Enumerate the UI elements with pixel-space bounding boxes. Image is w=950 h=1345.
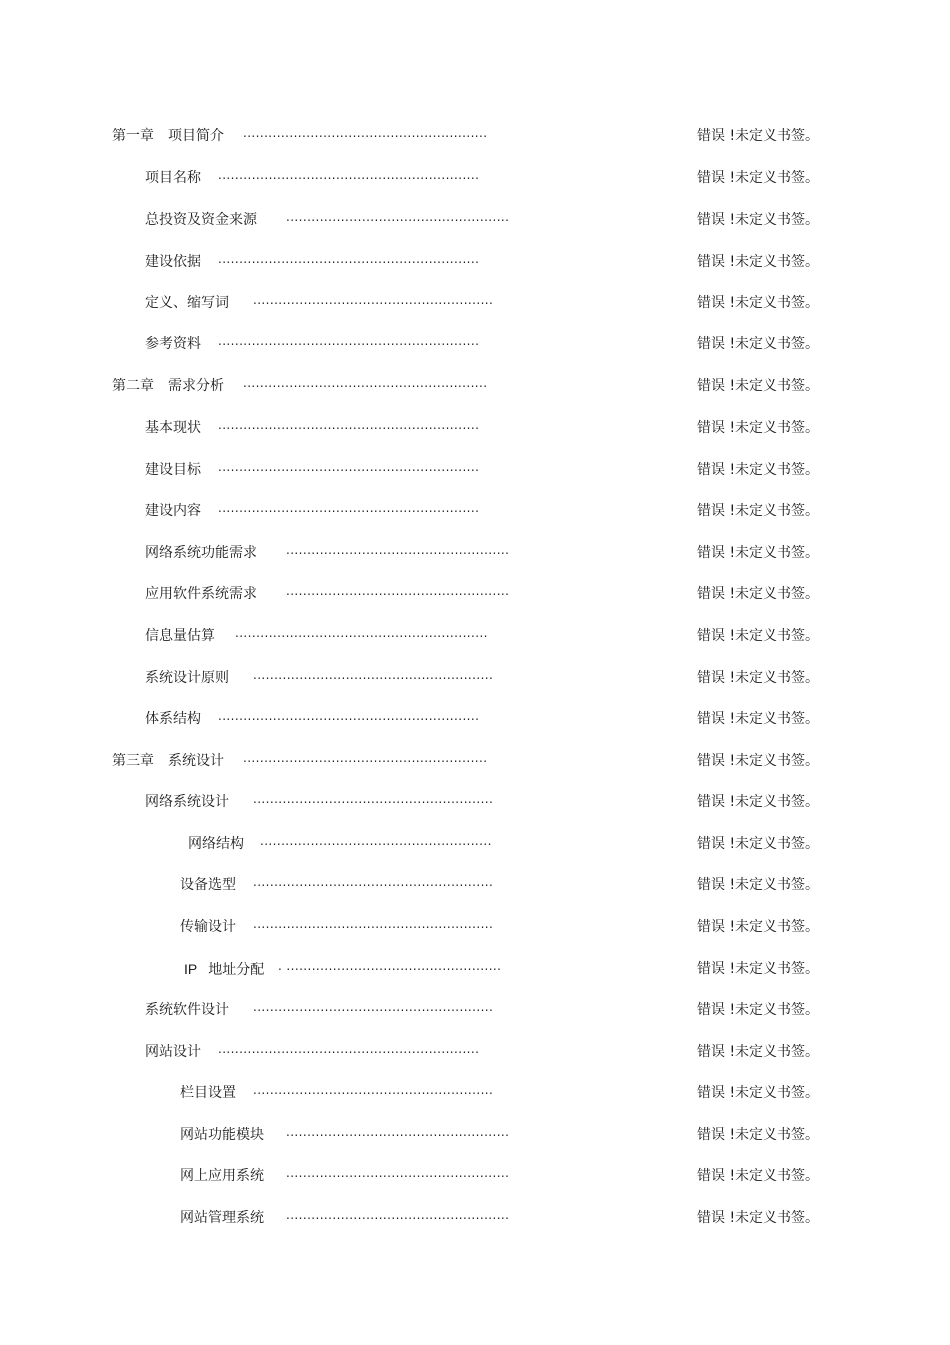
toc-entry-title: 第一章 项目简介 xyxy=(112,128,224,144)
toc-entry-title: 应用软件系统需求 xyxy=(145,586,257,602)
leader-dots: ......................................................... xyxy=(253,668,494,682)
leader-dots: .......................................................... xyxy=(243,126,488,140)
toc-entry-title: 网络系统设计 xyxy=(145,794,229,810)
toc-page-ref: 错误 !未定义书签。 xyxy=(697,378,820,394)
toc-entry-title: 系统设计原则 xyxy=(145,670,229,686)
toc-page-ref: 错误 !未定义书签。 xyxy=(697,836,820,852)
toc-entry-title: IP 地址分配 xyxy=(184,961,265,978)
toc-page-ref: 错误 !未定义书签。 xyxy=(697,628,820,644)
toc-entry-title: 项目名称 xyxy=(145,170,201,186)
leader-dots: ......................................................... xyxy=(253,1000,494,1014)
leader-dots: .............................................................. xyxy=(218,709,480,723)
toc-entry-title: 参考资料 xyxy=(145,336,201,352)
toc-entry-title: 网站管理系统 xyxy=(180,1210,264,1226)
leader-dots: .............................................................. xyxy=(218,1042,480,1056)
toc-entry-title: 建设目标 xyxy=(145,462,201,478)
leader-dots: .............................................................. xyxy=(218,418,480,432)
toc-page-ref: 错误 !未定义书签。 xyxy=(697,336,820,352)
leader-dots: .............................................................. xyxy=(218,460,480,474)
leader-dots: ......................................................... xyxy=(253,293,494,307)
toc-page-ref: 错误 !未定义书签。 xyxy=(697,1210,820,1226)
toc-page-ref: 错误 !未定义书签。 xyxy=(697,128,820,144)
toc-page-ref: 错误 !未定义书签。 xyxy=(697,753,820,769)
toc-entry-title: 设备选型 xyxy=(180,877,236,893)
toc-page-ref: 错误 !未定义书签。 xyxy=(697,711,820,727)
toc-entry-title: 定义、缩写词 xyxy=(145,295,229,311)
leader-dots: .............................................................. xyxy=(218,334,480,348)
leader-dots: .......................................................... xyxy=(243,751,488,765)
toc-page-ref: 错误 !未定义书签。 xyxy=(697,586,820,602)
toc-page-ref: 错误 !未定义书签。 xyxy=(697,1127,820,1143)
toc-page-ref: 错误 !未定义书签。 xyxy=(697,462,820,478)
toc-entry-title: 建设依据 xyxy=(145,254,201,270)
toc-entry-title: 第三章 系统设计 xyxy=(112,753,224,769)
toc-entry-title: 网络结构 xyxy=(188,836,244,852)
leader-dots: ......................................................... xyxy=(253,875,494,889)
toc-entry-title: 网络系统功能需求 xyxy=(145,545,257,561)
leader-dots: ..................................................... xyxy=(286,1208,510,1222)
toc-page-ref: 错误 !未定义书签。 xyxy=(697,1085,820,1101)
toc-entry-title: 建设内容 xyxy=(145,503,201,519)
leader-dots: ..................................................... xyxy=(286,584,510,598)
leader-dots: . ................................................... xyxy=(278,959,502,973)
leader-dots: ....................................................... xyxy=(260,834,492,848)
toc-entry-title: 信息量估算 xyxy=(145,628,215,644)
toc-entry-title: 第二章 需求分析 xyxy=(112,378,224,394)
toc-page-ref: 错误 !未定义书签。 xyxy=(697,961,820,977)
leader-dots: ............................................................ xyxy=(235,626,488,640)
toc-entry-title: 总投资及资金来源 xyxy=(145,212,257,228)
leader-dots: .......................................................... xyxy=(243,376,488,390)
leader-dots: .............................................................. xyxy=(218,168,480,182)
toc-entry-title: 基本现状 xyxy=(145,420,201,436)
toc-page-ref: 错误 !未定义书签。 xyxy=(697,1168,820,1184)
toc-page-ref: 错误 !未定义书签。 xyxy=(697,170,820,186)
leader-dots: ......................................................... xyxy=(253,792,494,806)
toc-page-ref: 错误 !未定义书签。 xyxy=(697,420,820,436)
leader-dots: ..................................................... xyxy=(286,543,510,557)
toc-page-ref: 错误 !未定义书签。 xyxy=(697,503,820,519)
leader-dots: ..................................................... xyxy=(286,210,510,224)
toc-page-ref: 错误 !未定义书签。 xyxy=(697,254,820,270)
leader-dots: ..................................................... xyxy=(286,1125,510,1139)
toc-page-ref: 错误 !未定义书签。 xyxy=(697,670,820,686)
leader-dots: .............................................................. xyxy=(218,501,480,515)
toc-page-ref: 错误 !未定义书签。 xyxy=(697,545,820,561)
leader-dots: ..................................................... xyxy=(286,1166,510,1180)
toc-entry-title: 网上应用系统 xyxy=(180,1168,264,1184)
toc-page-ref: 错误 !未定义书签。 xyxy=(697,1002,820,1018)
toc-entry-title: 系统软件设计 xyxy=(145,1002,229,1018)
toc-page-ref: 错误 !未定义书签。 xyxy=(697,212,820,228)
toc-page-ref: 错误 !未定义书签。 xyxy=(697,877,820,893)
toc-entry-title: 体系结构 xyxy=(145,711,201,727)
toc-entry-title: 传输设计 xyxy=(180,919,236,935)
toc-page-ref: 错误 !未定义书签。 xyxy=(697,919,820,935)
toc-entry-title: 栏目设置 xyxy=(180,1085,236,1101)
leader-dots: .............................................................. xyxy=(218,252,480,266)
toc-entry-title: 网站设计 xyxy=(145,1044,201,1060)
toc-page-ref: 错误 !未定义书签。 xyxy=(697,1044,820,1060)
leader-dots: ......................................................... xyxy=(253,1083,494,1097)
toc-page-ref: 错误 !未定义书签。 xyxy=(697,794,820,810)
toc-entry-title: 网站功能模块 xyxy=(180,1127,264,1143)
toc-page-ref: 错误 !未定义书签。 xyxy=(697,295,820,311)
leader-dots: ......................................................... xyxy=(253,917,494,931)
